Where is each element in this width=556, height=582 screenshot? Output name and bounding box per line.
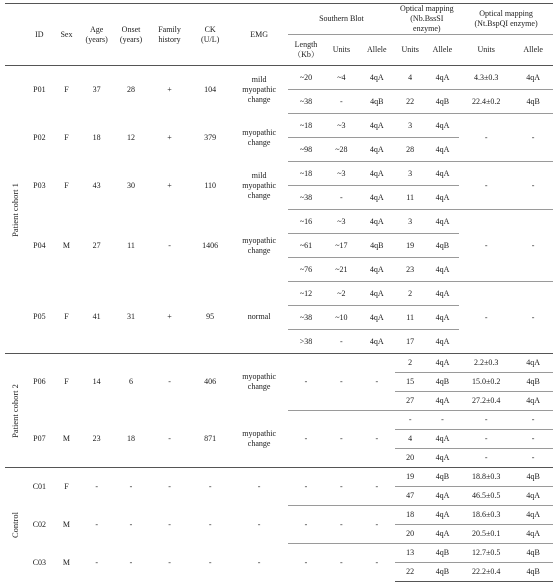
header-sb-allele: Allele xyxy=(367,45,387,54)
cell-om2-allele: 4qB xyxy=(513,90,553,114)
header-ck: CK (U/L) xyxy=(201,24,220,44)
cell-om1-allele: 4qA xyxy=(426,114,459,138)
cell-ck: 406 xyxy=(190,354,230,411)
header-om2-allele: Allele xyxy=(523,45,543,54)
cell-sb-allele: - xyxy=(359,506,394,544)
header-sex: Sex xyxy=(60,29,73,39)
cell-om2-allele: 4qA xyxy=(513,354,553,373)
cell-ck: 871 xyxy=(204,433,217,443)
cell-age: 37 xyxy=(80,66,113,114)
cell-om1-allele: 4qA xyxy=(426,258,459,282)
cell-ck: - xyxy=(208,519,212,529)
cell-sb-length: ~98 xyxy=(288,138,323,162)
cell-sb-allele: 4qB xyxy=(359,90,394,114)
cell-sex: M xyxy=(62,557,70,567)
cell-sb-units: ~3 xyxy=(324,114,359,138)
cell-om1-allele: 4qB xyxy=(426,544,459,563)
cell-onset: 30 xyxy=(127,180,136,190)
header-length: Length （Kb） xyxy=(293,40,319,59)
cell-om1-allele: 4qB xyxy=(426,563,459,582)
cell-om1-units: 3 xyxy=(395,114,426,138)
cell-sb-units: - xyxy=(324,506,359,544)
cell-om1-allele: 4qA xyxy=(426,330,459,354)
cell-sb-units: - xyxy=(324,354,359,411)
cell-emg: - xyxy=(230,468,288,506)
cell-om1-allele: 4qA xyxy=(426,138,459,162)
cell-sb-length: - xyxy=(288,544,323,582)
cohort-label-text: Patient cohort 2 xyxy=(10,383,21,438)
cell-ck: 110 xyxy=(204,180,217,190)
cell-om2-units: - xyxy=(459,449,513,468)
cell-om2-units: 18.8±0.3 xyxy=(459,468,513,487)
cell-om2-units: 4.3±0.3 xyxy=(459,66,513,90)
cell-sb-units: ~21 xyxy=(324,258,359,282)
header-om1-allele: Allele xyxy=(432,45,453,54)
cell-sex: F xyxy=(53,468,80,506)
cell-om1-allele: 4qA xyxy=(426,487,459,506)
cell-onset: 28 xyxy=(113,66,148,114)
table-row xyxy=(5,210,553,234)
header-id: ID xyxy=(35,29,44,39)
cell-om2-units: 27.2±0.4 xyxy=(459,392,513,411)
cell-ck: - xyxy=(190,468,230,506)
cell-onset: 12 xyxy=(127,132,136,142)
cell-family-history: - xyxy=(168,519,171,529)
cell-om2-allele: 4qA xyxy=(513,487,553,506)
cell-sex: M xyxy=(62,433,70,443)
cell-ck: 104 xyxy=(190,66,230,114)
cell-sb-units: ~10 xyxy=(324,306,359,330)
cell-om1-allele: 4qA xyxy=(426,162,459,186)
cell-om1-allele: 4qA xyxy=(426,449,459,468)
cell-sex: M xyxy=(62,240,70,250)
cell-om1-allele: 4qA xyxy=(426,392,459,411)
cell-sb-units: ~28 xyxy=(324,138,359,162)
cell-sb-allele: - xyxy=(359,411,394,468)
cell-sb-units: - xyxy=(324,90,359,114)
cohort-label xyxy=(5,354,26,468)
cell-om2-units: 15.0±0.2 xyxy=(459,373,513,392)
cell-om1-allele: 4qA xyxy=(426,506,459,525)
cell-sb-units: ~3 xyxy=(324,210,359,234)
cell-om1-units: 4 xyxy=(395,430,426,449)
cell-om1-allele: 4qB xyxy=(426,234,459,258)
cell-sb-allele: 4qA xyxy=(359,114,394,138)
cell-id: P02 xyxy=(33,132,46,142)
cell-om1-allele: - xyxy=(426,411,459,430)
table-row xyxy=(5,468,553,487)
cell-om2-units: - xyxy=(459,430,513,449)
header-optical-mapping-nb: Optical mapping (Nb.BssSI enzyme) xyxy=(395,4,460,35)
cell-sb-allele: 4qA xyxy=(359,258,394,282)
cell-emg: - xyxy=(257,557,261,567)
cell-om1-units: 17 xyxy=(395,330,426,354)
table-row xyxy=(5,114,553,138)
cell-sb-allele: 4qA xyxy=(359,186,394,210)
table-row xyxy=(5,354,553,373)
header-age: Age (years) xyxy=(85,24,108,44)
cell-om1-units: 47 xyxy=(395,487,426,506)
cell-om2-allele: - xyxy=(513,411,553,430)
table-row xyxy=(5,66,553,90)
cell-emg: normal xyxy=(247,312,271,322)
cell-sb-length: ~18 xyxy=(288,114,323,138)
cell-sb-length: - xyxy=(288,354,323,411)
header-sb-units: Units xyxy=(332,45,351,54)
cell-sb-allele: 4qA xyxy=(359,282,394,306)
cell-om2-allele: 4qB xyxy=(513,468,553,487)
cell-om1-units: 19 xyxy=(395,468,426,487)
cell-sb-length: ~16 xyxy=(288,210,323,234)
cell-om2-allele: 4qA xyxy=(513,506,553,525)
cell-om2-units: 22.4±0.2 xyxy=(459,90,513,114)
cell-om2-units: 46.5±0.5 xyxy=(459,487,513,506)
cell-om2-allele: 4qA xyxy=(513,392,553,411)
cell-age: - xyxy=(95,519,98,529)
cell-om1-allele: 4qA xyxy=(426,525,459,544)
cell-sb-length: ~38 xyxy=(288,306,323,330)
table-row xyxy=(5,544,553,563)
cell-family-history: - xyxy=(168,557,171,567)
header-cohort-blank xyxy=(5,4,26,66)
cell-sex: F xyxy=(64,132,69,142)
cell-om1-allele: 4qA xyxy=(426,430,459,449)
cell-om1-allele: 4qA xyxy=(426,306,459,330)
cell-ck: - xyxy=(208,557,212,567)
cell-age: 27 xyxy=(92,240,101,250)
cell-onset: 11 xyxy=(127,240,135,250)
cell-om1-units: 27 xyxy=(395,392,426,411)
cell-sex: F xyxy=(64,180,69,190)
cell-id: C02 xyxy=(32,519,47,529)
cell-sb-units: - xyxy=(324,468,359,506)
cell-onset: - xyxy=(129,519,133,529)
cell-id: P05 xyxy=(33,312,46,322)
cell-id: P04 xyxy=(33,240,46,250)
cell-om2-units: - xyxy=(459,282,513,354)
cell-om2-allele: - xyxy=(513,162,553,210)
cell-sb-length: - xyxy=(288,411,323,468)
cell-sb-allele: 4qB xyxy=(359,234,394,258)
cell-onset: 6 xyxy=(113,354,148,411)
cell-om2-allele: - xyxy=(513,114,553,162)
cell-om2-units: 18.6±0.3 xyxy=(459,506,513,525)
cell-sb-allele: - xyxy=(359,468,394,506)
cell-om1-units: 20 xyxy=(395,449,426,468)
cell-om1-allele: 4qB xyxy=(426,373,459,392)
cell-sb-allele: 4qA xyxy=(359,162,394,186)
cell-om1-allele: 4qA xyxy=(426,186,459,210)
cell-om1-allele: 4qB xyxy=(426,468,459,487)
cell-om1-units: 11 xyxy=(395,186,426,210)
cell-sb-units: - xyxy=(324,544,359,582)
cell-om2-allele: 4qB xyxy=(513,563,553,582)
cell-sex: M xyxy=(62,519,70,529)
cell-family-history: + xyxy=(167,180,172,190)
cell-sb-length: ~38 xyxy=(288,186,323,210)
cell-om1-units: 13 xyxy=(395,544,426,563)
cell-emg: mild myopathic change xyxy=(230,66,288,114)
cell-om2-units: - xyxy=(459,411,513,430)
cell-om2-allele: - xyxy=(513,449,553,468)
cell-sb-length: - xyxy=(288,506,323,544)
cell-om1-units: 3 xyxy=(395,210,426,234)
cell-sb-length: ~61 xyxy=(288,234,323,258)
cell-id: P06 xyxy=(26,354,53,411)
cell-family-history: - xyxy=(168,240,171,250)
cell-om1-units: 22 xyxy=(395,90,426,114)
cell-onset: 31 xyxy=(127,312,136,322)
cell-id: P07 xyxy=(33,433,46,443)
cell-family-history: - xyxy=(149,468,191,506)
table-row xyxy=(5,506,553,525)
cohort-label-text: Patient cohort 1 xyxy=(10,182,21,237)
cell-om2-allele: - xyxy=(513,210,553,282)
cell-age: 41 xyxy=(92,312,101,322)
cell-age: 14 xyxy=(80,354,113,411)
cell-emg: myopathic change xyxy=(230,354,288,411)
cell-ck: 379 xyxy=(204,132,217,142)
cell-sb-length: ~18 xyxy=(288,162,323,186)
table-row xyxy=(5,162,553,186)
cell-om2-units: - xyxy=(459,210,513,282)
header-southern-blot: Southern Blot xyxy=(288,4,394,35)
cell-family-history: + xyxy=(149,66,191,114)
cell-sb-length: ~12 xyxy=(288,282,323,306)
cell-om1-units: - xyxy=(395,411,426,430)
cell-sb-length: ~38 xyxy=(288,90,323,114)
cell-om2-allele: 4qB xyxy=(513,544,553,563)
cell-age: 23 xyxy=(92,433,101,443)
cell-om2-allele: - xyxy=(513,430,553,449)
cell-sb-allele: 4qA xyxy=(359,330,394,354)
cell-ck: 95 xyxy=(206,312,215,322)
cell-id: P03 xyxy=(33,180,46,190)
cell-om2-units: - xyxy=(459,162,513,210)
cell-emg: myopathic change xyxy=(242,127,276,147)
cell-om1-units: 2 xyxy=(395,354,426,373)
cell-sb-units: ~4 xyxy=(324,66,359,90)
cell-age: - xyxy=(95,557,98,567)
cell-om1-units: 22 xyxy=(395,563,426,582)
cell-om1-units: 23 xyxy=(395,258,426,282)
header-om1-units: Units xyxy=(401,45,419,54)
header-om2-units: Units xyxy=(477,45,495,54)
header-optical-mapping-nt: Optical mapping (Nt.BspQI enzyme) xyxy=(459,4,553,35)
cell-om2-allele: 4qB xyxy=(513,373,553,392)
header-onset: Onset (years) xyxy=(119,24,143,44)
cohort-label xyxy=(5,66,26,354)
cell-om1-units: 15 xyxy=(395,373,426,392)
cell-om1-allele: 4qA xyxy=(426,354,459,373)
cell-family-history: - xyxy=(168,433,171,443)
cell-sb-allele: 4qA xyxy=(359,306,394,330)
cell-id: C03 xyxy=(32,557,47,567)
cell-sex: F xyxy=(53,66,80,114)
cell-om1-allele: 4qA xyxy=(426,282,459,306)
cell-sex: F xyxy=(64,312,69,322)
cell-family-history: + xyxy=(167,132,172,142)
cell-emg: myopathic change xyxy=(242,235,276,255)
cell-om1-units: 2 xyxy=(395,282,426,306)
cell-sb-units: ~17 xyxy=(324,234,359,258)
cell-sb-length: - xyxy=(288,468,323,506)
cell-om2-units: - xyxy=(459,114,513,162)
cell-om2-allele: 4qA xyxy=(513,66,553,90)
cell-sb-units: ~3 xyxy=(324,162,359,186)
cell-sb-allele: 4qA xyxy=(359,66,394,90)
cell-sb-length: >38 xyxy=(288,330,323,354)
cell-sb-allele: - xyxy=(359,354,394,411)
cell-family-history: - xyxy=(149,354,191,411)
cell-om1-units: 18 xyxy=(395,506,426,525)
cell-om1-units: 11 xyxy=(395,306,426,330)
cell-sb-allele: 4qA xyxy=(359,138,394,162)
cell-om2-units: 22.2±0.4 xyxy=(459,563,513,582)
cell-sb-units: - xyxy=(324,186,359,210)
cell-onset: - xyxy=(129,557,133,567)
cell-om1-allele: 4qA xyxy=(426,66,459,90)
cell-emg: mild myopathic change xyxy=(242,170,276,200)
cell-age: 18 xyxy=(92,132,101,142)
table-row xyxy=(5,282,553,306)
cell-om1-units: 20 xyxy=(395,525,426,544)
cell-sex: F xyxy=(53,354,80,411)
table-body xyxy=(5,66,553,582)
cell-om1-units: 4 xyxy=(395,66,426,90)
header-family-history: Family history xyxy=(158,24,181,44)
cell-sb-units: - xyxy=(324,330,359,354)
cohort-label xyxy=(5,468,26,582)
cell-sb-length: ~76 xyxy=(288,258,323,282)
cell-id: P01 xyxy=(26,66,53,114)
cell-family-history: + xyxy=(167,312,172,322)
cohort-label-text: Control xyxy=(10,511,21,538)
header-emg: EMG xyxy=(250,29,268,39)
cell-om2-allele: - xyxy=(513,282,553,354)
cell-emg: - xyxy=(257,519,261,529)
cell-om2-allele: 4qA xyxy=(513,525,553,544)
cell-om1-units: 28 xyxy=(395,138,426,162)
cell-sb-units: ~2 xyxy=(324,282,359,306)
cell-emg: myopathic change xyxy=(242,428,276,448)
fshd-data-table xyxy=(5,3,553,582)
cell-sb-units: - xyxy=(324,411,359,468)
cell-sb-allele: 4qA xyxy=(359,210,394,234)
cell-age: - xyxy=(80,468,113,506)
cell-om2-units: 12.7±0.5 xyxy=(459,544,513,563)
cell-onset: - xyxy=(113,468,148,506)
cell-om2-units: 20.5±0.1 xyxy=(459,525,513,544)
table-row xyxy=(5,411,553,430)
cell-ck: 1406 xyxy=(202,240,219,250)
cell-om1-units: 3 xyxy=(395,162,426,186)
cell-om1-allele: 4qB xyxy=(426,90,459,114)
cell-om2-units: 2.2±0.3 xyxy=(459,354,513,373)
cell-id: C01 xyxy=(26,468,53,506)
cell-age: 43 xyxy=(92,180,101,190)
cell-sb-length: ~20 xyxy=(288,66,323,90)
cell-sb-allele: - xyxy=(359,544,394,582)
cell-om1-units: 19 xyxy=(395,234,426,258)
cell-onset: 18 xyxy=(127,433,136,443)
cell-om1-allele: 4qA xyxy=(426,210,459,234)
